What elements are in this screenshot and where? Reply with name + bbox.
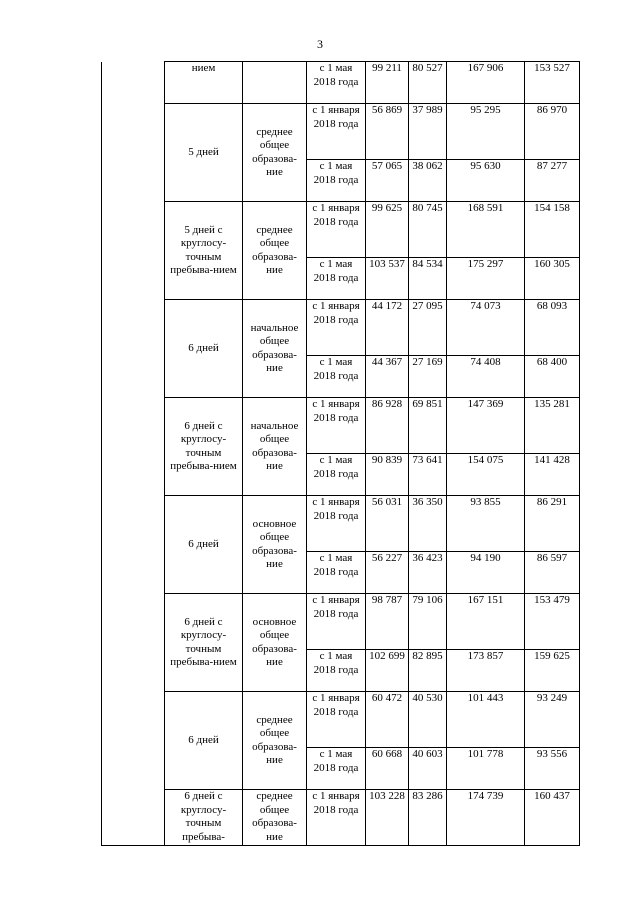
date-cell: с 1 января 2018 года [307,692,366,748]
value-c-cell: 154 075 [447,454,525,496]
date-cell: с 1 мая 2018 года [307,454,366,496]
value-d-cell: 154 158 [525,202,580,258]
value-c-cell: 95 295 [447,104,525,160]
value-c-cell: 168 591 [447,202,525,258]
value-a-cell: 60 668 [366,748,409,790]
date-cell: с 1 мая 2018 года [307,356,366,398]
value-c-cell: 147 369 [447,398,525,454]
page-number: 3 [317,37,323,51]
date-cell: с 1 января 2018 года [307,104,366,160]
education-cell: среднее общее образова-ние [243,692,307,790]
date-cell: с 1 января 2018 года [307,202,366,258]
value-d-cell: 86 291 [525,496,580,552]
value-b-cell: 79 106 [409,594,447,650]
value-a-cell: 60 472 [366,692,409,748]
value-a-cell: 103 537 [366,258,409,300]
value-d-cell: 159 625 [525,650,580,692]
value-c-cell: 74 073 [447,300,525,356]
value-a-cell: 99 211 [366,62,409,104]
value-b-cell: 40 603 [409,748,447,790]
date-cell: с 1 мая 2018 года [307,748,366,790]
value-c-cell: 173 857 [447,650,525,692]
tariff-table [101,61,580,846]
value-a-cell: 44 172 [366,300,409,356]
value-d-cell: 68 093 [525,300,580,356]
education-cell [243,62,307,104]
value-c-cell: 95 630 [447,160,525,202]
table-row [102,104,580,160]
value-b-cell: 27 095 [409,300,447,356]
value-a-cell: 44 367 [366,356,409,398]
value-d-cell: 153 479 [525,594,580,650]
value-d-cell: 86 597 [525,552,580,594]
date-cell: с 1 мая 2018 года [307,258,366,300]
value-b-cell: 36 350 [409,496,447,552]
mode-cell: нием [165,62,243,104]
table-row [102,62,580,104]
table-row [102,202,580,258]
value-c-cell: 167 906 [447,62,525,104]
value-c-cell: 93 855 [447,496,525,552]
education-cell: среднее общее образова-ние [243,104,307,202]
value-c-cell: 101 778 [447,748,525,790]
date-cell: с 1 мая 2018 года [307,552,366,594]
empty-column-cell [102,62,165,846]
table-row [102,398,580,454]
value-d-cell: 93 556 [525,748,580,790]
date-cell: с 1 января 2018 года [307,300,366,356]
education-cell: начальное общее образова-ние [243,398,307,496]
value-d-cell: 160 305 [525,258,580,300]
education-cell: основное общее образова-ние [243,594,307,692]
value-b-cell: 38 062 [409,160,447,202]
value-c-cell: 94 190 [447,552,525,594]
education-cell: среднее общее образова-ние [243,790,307,846]
value-b-cell: 80 527 [409,62,447,104]
mode-cell: 6 дней [165,496,243,594]
mode-cell: 6 дней [165,300,243,398]
table-row [102,790,580,846]
value-a-cell: 56 869 [366,104,409,160]
value-b-cell: 36 423 [409,552,447,594]
value-d-cell: 87 277 [525,160,580,202]
value-a-cell: 57 065 [366,160,409,202]
mode-cell: 6 дней с круглосу-точным пребыва-нием [165,594,243,692]
value-d-cell: 141 428 [525,454,580,496]
date-cell: с 1 января 2018 года [307,496,366,552]
value-c-cell: 167 151 [447,594,525,650]
mode-cell: 6 дней с круглосу-точным пребыва-нием [165,398,243,496]
value-b-cell: 40 530 [409,692,447,748]
education-cell: начальное общее образова-ние [243,300,307,398]
value-b-cell: 80 745 [409,202,447,258]
date-cell: с 1 мая 2018 года [307,62,366,104]
table-row [102,594,580,650]
value-a-cell: 98 787 [366,594,409,650]
value-d-cell: 68 400 [525,356,580,398]
mode-cell: 5 дней с круглосу-точным пребыва-нием [165,202,243,300]
value-b-cell: 84 534 [409,258,447,300]
mode-cell: 5 дней [165,104,243,202]
date-cell: с 1 мая 2018 года [307,160,366,202]
value-c-cell: 101 443 [447,692,525,748]
value-b-cell: 82 895 [409,650,447,692]
value-c-cell: 174 739 [447,790,525,846]
education-cell: среднее общее образова-ние [243,202,307,300]
value-b-cell: 27 169 [409,356,447,398]
education-cell: основное общее образова-ние [243,496,307,594]
value-b-cell: 83 286 [409,790,447,846]
table-row [102,496,580,552]
date-cell: с 1 января 2018 года [307,790,366,846]
value-a-cell: 56 031 [366,496,409,552]
mode-cell: 6 дней с круглосу-точным пребыва- [165,790,243,846]
value-c-cell: 74 408 [447,356,525,398]
value-b-cell: 37 989 [409,104,447,160]
date-cell: с 1 января 2018 года [307,398,366,454]
value-a-cell: 103 228 [366,790,409,846]
value-d-cell: 160 437 [525,790,580,846]
value-a-cell: 102 699 [366,650,409,692]
table-row [102,692,580,748]
value-a-cell: 90 839 [366,454,409,496]
value-c-cell: 175 297 [447,258,525,300]
value-a-cell: 86 928 [366,398,409,454]
table-row [102,300,580,356]
date-cell: с 1 января 2018 года [307,594,366,650]
value-a-cell: 99 625 [366,202,409,258]
value-b-cell: 73 641 [409,454,447,496]
value-d-cell: 86 970 [525,104,580,160]
value-d-cell: 93 249 [525,692,580,748]
value-d-cell: 135 281 [525,398,580,454]
mode-cell: 6 дней [165,692,243,790]
value-d-cell: 153 527 [525,62,580,104]
value-b-cell: 69 851 [409,398,447,454]
value-a-cell: 56 227 [366,552,409,594]
date-cell: с 1 мая 2018 года [307,650,366,692]
